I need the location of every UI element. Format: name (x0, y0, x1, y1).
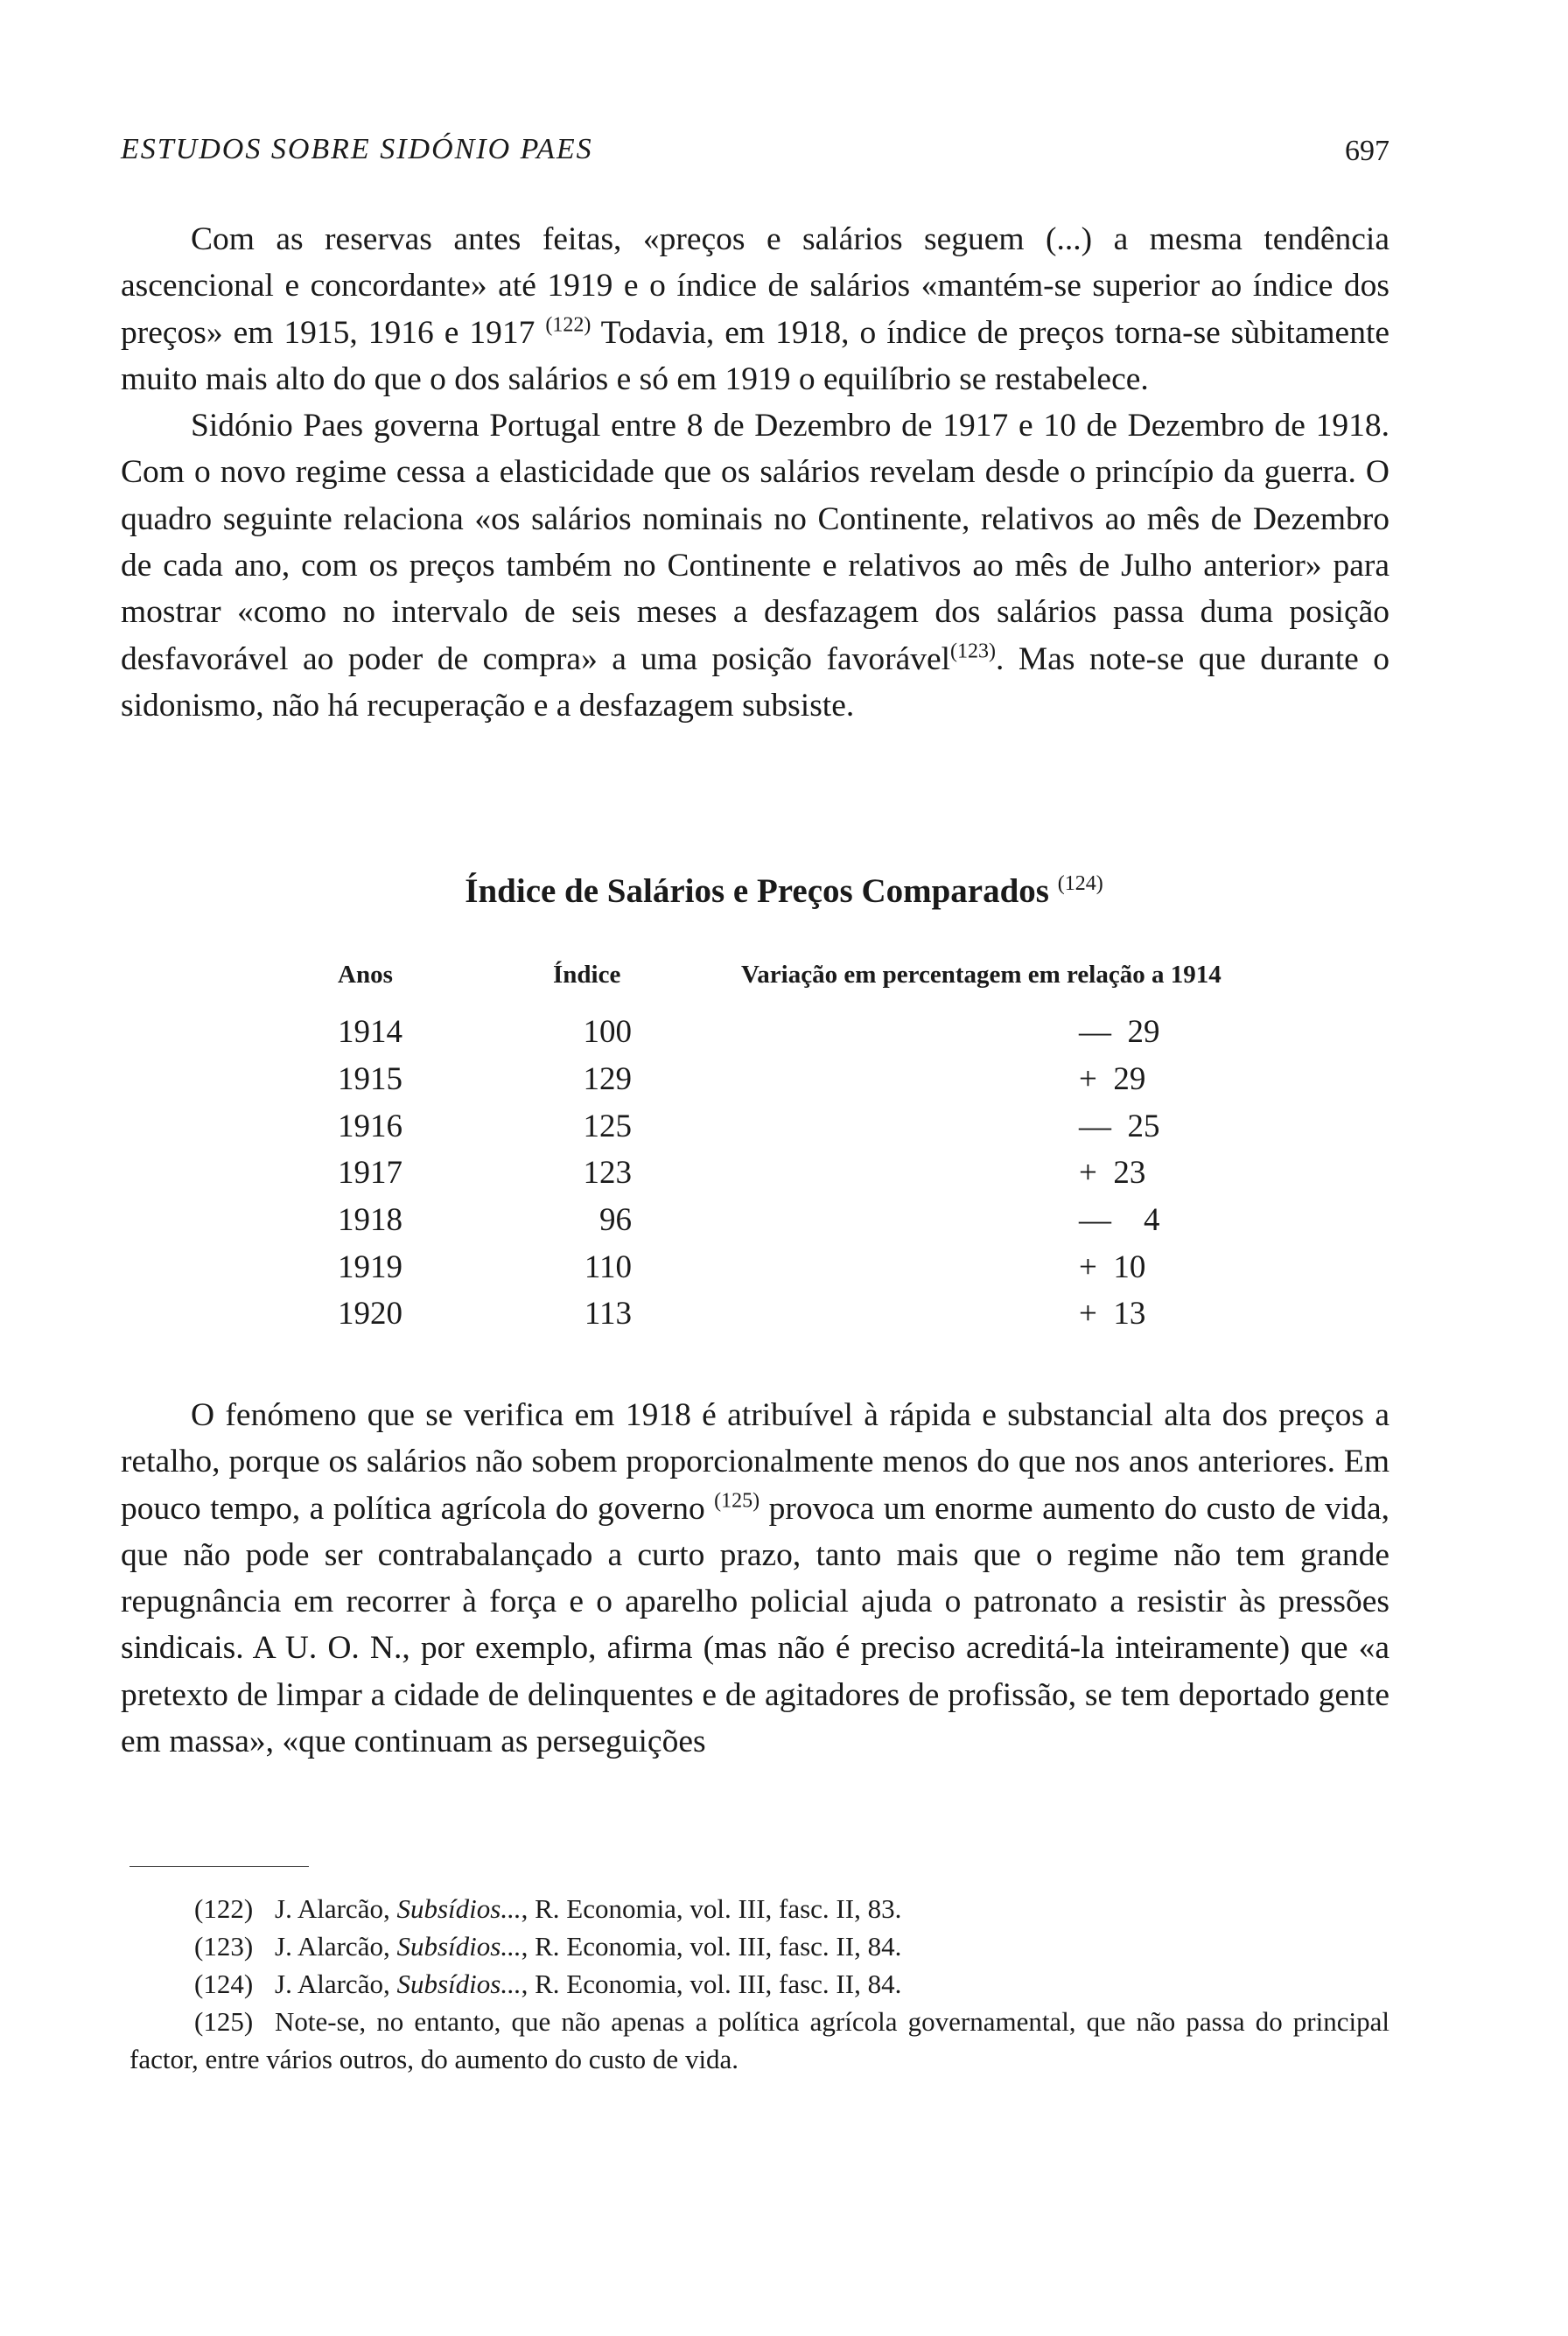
footnote: (122) J. Alarcão, Subsídios..., R. Economia, vol. III, fasc. II, 83. (130, 1890, 1390, 1927)
footnote-ref: (123) (950, 640, 997, 663)
year-cell: 1920 (338, 1296, 402, 1332)
footnote-divider (130, 1866, 309, 1867)
index-cell: 100 (583, 1014, 632, 1051)
table-row (338, 1102, 1393, 1150)
table-row (338, 1009, 1393, 1056)
table-row (338, 1243, 1393, 1290)
footnote-number: (122) (194, 1893, 254, 1924)
variation-cell: + 10 (1079, 1248, 1146, 1285)
table-row (338, 1197, 1393, 1244)
footnote: (124) J. Alarcão, Subsídios..., R. Economia, vol. III, fasc. II, 84. (130, 1965, 1390, 2003)
variation-cell: — 25 (1079, 1108, 1160, 1144)
running-title: ESTUDOS SOBRE SIDÓNIO PAES (121, 133, 593, 165)
table-title: Índice de Salários e Preços Comparados $^{(124)}$ (465, 872, 1103, 910)
footnote-number: (123) (194, 1931, 254, 1962)
column-header-year: Anos (338, 961, 393, 989)
wage-price-table (338, 961, 1393, 1338)
body-text-lower (121, 1392, 1390, 1765)
variation-cell: — 29 (1079, 1014, 1160, 1051)
footnote-number: (124) (194, 1969, 254, 1999)
year-cell: 1919 (338, 1248, 402, 1285)
table-header-row (338, 961, 1393, 1009)
footnotes (130, 1890, 1390, 2078)
variation-cell: — 4 (1079, 1202, 1160, 1239)
running-head (121, 133, 1390, 166)
table-row (338, 1056, 1393, 1103)
variation-cell: + 29 (1079, 1061, 1146, 1098)
index-cell: 96 (599, 1202, 632, 1239)
footnote: (123) J. Alarcão, Subsídios..., R. Economia, vol. III, fasc. II, 84. (130, 1927, 1390, 1965)
footnote-ref: (122) (545, 313, 592, 337)
paragraph: Com as reservas antes feitas, «preços e salários seguem (...) a mesma tendência ascencional e concordante» até 1919 e o índice de salários «mantém-se superior ao índice dos preços» em 1915, 1916 e 1917 $^{(122)}$ Todavia, em 1918, o índice de preços torna-se sùbitamente muito mais alto do que o dos salários e só em 1919 o equilíbrio se restabelece. (121, 221, 1390, 397)
paragraph: O fenómeno que se verifica em 1918 é atribuível à rápida e substancial alta dos preços a retalho, porque os salários não sobem proporcionalmente menos do que nos anos anteriores. Em pouco tempo, a política agrícola do governo $^{(125)}$ provoca um enorme aumento do custo de vida, que não pode ser contrabalançado a curto prazo, tanto mais que o regime não tem grande repugnância em recorrer à força e o aparelho policial ajuda o patronato a resistir às pressões sindicais. A U. O. N., por exemplo, afirma (mas não é preciso acreditá-la inteiramente) que «a pretexto de limpar a cidade de delinquentes e de agitadores de profissão, se tem deportado gente em massa», «que continuam as perseguições (121, 1397, 1390, 1760)
column-header-variation: Variação em percentagem em relação a 1914 (741, 961, 1222, 989)
paragraph: Sidónio Paes governa Portugal entre 8 de Dezembro de 1917 e 10 de Dezembro de 1918. Com o novo regime cessa a elasticidade que os salários revelam desde o princípio da guerra. O quadro seguinte relaciona «os salários nominais no Continente, relativos ao mês de Dezembro de cada ano, com os preços também no Continente e relativos ao mês de Julho anterior» para mostrar «como no intervalo de seis meses a desfazagem dos salários passa duma posição desfavorável ao poder de compra» a uma posição favorável$^{(123)}$. Mas note-se que durante o sidonismo, não há recuperação e a desfazagem subsiste. (121, 408, 1390, 724)
index-cell: 125 (583, 1108, 632, 1144)
footnote-ref: (125) (714, 1489, 760, 1513)
page-number: 697 (1345, 135, 1390, 167)
index-cell: 123 (583, 1155, 632, 1192)
footnote-ref: (124) (1057, 872, 1103, 895)
variation-cell: + 13 (1079, 1296, 1146, 1332)
year-cell: 1916 (338, 1108, 402, 1144)
footnote-number: (125) (194, 2006, 254, 2037)
year-cell: 1915 (338, 1061, 402, 1098)
variation-cell: + 23 (1079, 1155, 1146, 1192)
column-header-index: Índice (553, 961, 621, 989)
year-cell: 1917 (338, 1155, 402, 1192)
index-cell: 113 (584, 1296, 632, 1332)
footnote: (125) Note-se, no entanto, que não apenas a política agrícola governamental, que não passa do principal factor, entre vários outros, do aumento do custo de vida. (130, 2003, 1390, 2078)
year-cell: 1918 (338, 1202, 402, 1239)
body-text-upper (121, 216, 1390, 729)
index-cell: 110 (584, 1248, 632, 1285)
index-cell: 129 (583, 1061, 632, 1098)
year-cell: 1914 (338, 1014, 402, 1051)
table-row (338, 1290, 1393, 1338)
table-row (338, 1150, 1393, 1197)
